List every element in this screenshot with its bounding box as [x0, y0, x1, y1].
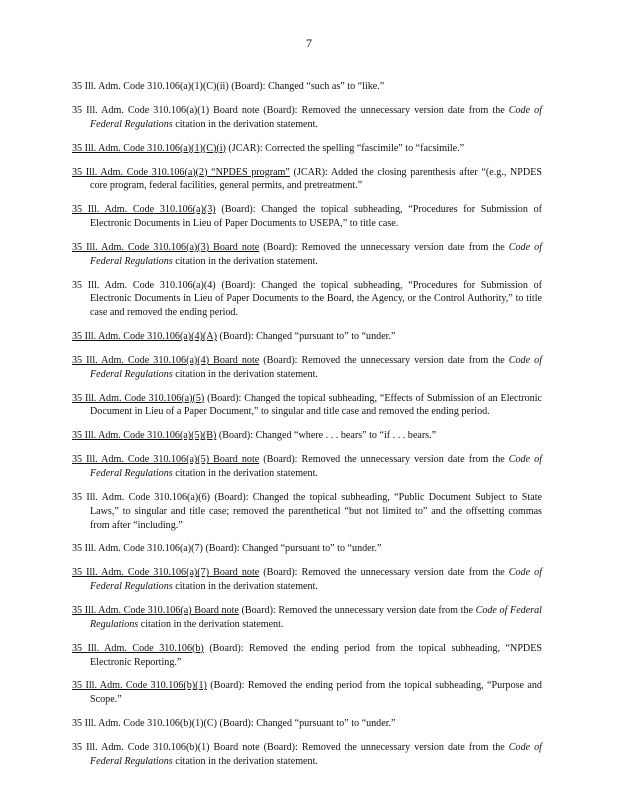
note-label: Board note [209, 741, 260, 753]
errata-entry [72, 354, 542, 382]
cfr-title: Code of Federal Regulations [90, 605, 542, 630]
cfr-title: Code of Federal Regulations [90, 104, 542, 130]
rule-citation: 35 Ill. Adm. Code 310.106(a) [72, 605, 192, 617]
errata-entry [72, 604, 542, 632]
errata-entry [72, 642, 542, 670]
cfr-title: Code of Federal Regulations [90, 241, 542, 267]
page-number: 7 [306, 36, 312, 50]
rule-citation: 35 Ill. Adm. Code 310.106(b)(1) [72, 680, 207, 692]
errata-entry [72, 491, 542, 532]
change-description: (Board): Removed the unnecessary version date from the [259, 567, 509, 579]
rule-citation: 35 Ill. Adm. Code 310.106(a)(7) [72, 567, 210, 579]
errata-entry [72, 392, 542, 420]
errata-entry [72, 330, 542, 344]
rule-citation: 35 Ill. Adm. Code 310.106(b) [72, 642, 204, 654]
note-label: Board note [209, 567, 260, 579]
cfr-title: Code of Federal Regulations [90, 741, 542, 767]
change-description: (Board): Removed the unnecessary version date from the [259, 355, 509, 366]
note-label: Board note [209, 454, 260, 466]
change-description: (Board): Changed the topical subheading, “Procedures for Submission of Electronic Documents in Lieu of Paper Documents to USEPA,” to title case. [90, 204, 543, 230]
errata-entry [72, 241, 542, 269]
rule-citation: 35 Ill. Adm. Code 310.106(a)(4) [72, 355, 210, 366]
change-description: (Board): Changed “such as” to “like.” [228, 81, 385, 93]
errata-entry [72, 717, 542, 731]
note-label: Board note [191, 605, 239, 617]
rule-citation: 35 Ill. Adm. Code 310.106(a)(7) [72, 543, 203, 555]
note-label: “NPDES program” [207, 166, 290, 178]
rule-citation: 35 Ill. Adm. Code 310.106(a)(3) [72, 204, 216, 216]
note-label: Board note [209, 104, 260, 116]
errata-entry [72, 104, 542, 132]
change-description: (Board): Removed the unnecessary version date from the [259, 104, 509, 116]
rule-citation: 35 Ill. Adm. Code 310.106(a)(5)(B) [72, 430, 217, 442]
cfr-title: Code of Federal Regulations [90, 567, 542, 593]
change-description-end: citation in the derivation statement. [172, 118, 318, 130]
errata-entry [72, 166, 542, 194]
errata-entry [72, 566, 542, 594]
change-description-end: citation in the derivation statement. [172, 581, 318, 593]
change-description-end: citation in the derivation statement. [138, 618, 284, 630]
change-description-end: citation in the derivation statement. [172, 468, 318, 480]
change-description: (Board): Removed the unnecessary version date from the [259, 454, 509, 466]
rule-citation: 35 Ill. Adm. Code 310.106(a)(4)(A) [72, 331, 217, 343]
errata-entry [72, 80, 542, 94]
rule-citation: 35 Ill. Adm. Code 310.106(a)(3) [72, 241, 210, 253]
errata-entry [72, 453, 542, 481]
change-description-end: citation in the derivation statement. [172, 368, 318, 380]
errata-entry [72, 142, 542, 156]
change-description: (Board): Removed the ending period from the topical subheading, “Purpose and Scope.” [90, 680, 542, 706]
rule-citation: 35 Ill. Adm. Code 310.106(b)(1)(C) [72, 718, 217, 730]
errata-entry [72, 279, 542, 320]
rule-citation: 35 Ill. Adm. Code 310.106(b)(1) [72, 741, 210, 753]
change-description: (Board): Removed the unnecessary version date from the [259, 741, 509, 753]
change-description: (JCAR): Corrected the spelling “fascimile” to “facsimile.” [225, 142, 465, 154]
rule-citation: 35 Ill. Adm. Code 310.106(a)(1)(C)(i) [72, 142, 226, 154]
note-label: Board note [209, 241, 260, 253]
errata-entry [72, 203, 542, 231]
rule-citation: 35 Ill. Adm. Code 310.106(a)(1) [72, 104, 210, 116]
errata-entry [72, 429, 542, 443]
rule-citation: 35 Ill. Adm. Code 310.106(a)(2) [72, 166, 208, 178]
rule-citation: 35 Ill. Adm. Code 310.106(a)(6) [72, 491, 211, 503]
change-description: (Board): Changed the topical subheading, “Effects of Submission of an Electronic Document in Lieu of a Paper Document,” to singular and title case and removed the ending period. [90, 392, 542, 418]
change-description: (Board): Removed the unnecessary version date from the [238, 605, 476, 617]
rule-citation: 35 Ill. Adm. Code 310.106(a)(5) [72, 392, 205, 404]
change-description: (Board): Changed “pursuant to” to “under.” [202, 543, 382, 555]
cfr-title: Code of Federal Regulations [90, 454, 542, 480]
cfr-title: Code of Federal Regulations [90, 355, 542, 380]
change-description: (Board): Changed the topical subheading, “Public Document Subject to State Laws,” to singular and title case; removed the parenthetical “but not limited to” and the offsetting commas from after “including.” [90, 491, 542, 531]
rule-citation: 35 Ill. Adm. Code 310.106(a)(5) [72, 454, 210, 466]
change-description: (Board): Removed the ending period from the topical subheading, “NPDES Electronic Reporting.” [90, 642, 542, 668]
rule-citation: 35 Ill. Adm. Code 310.106(a)(1)(C)(ii) [72, 81, 229, 93]
errata-entry [72, 679, 542, 707]
errata-entry [72, 741, 542, 769]
change-description: (Board): Changed the topical subheading, “Procedures for Submission of Electronic Documents in Lieu of Paper Documents to the Board, the Agency, or the Control Authority,” to title case and removed the ending period. [90, 279, 543, 319]
note-label: Board note [209, 355, 260, 366]
change-description: (Board): Removed the unnecessary version date from the [259, 241, 509, 253]
errata-list [72, 70, 542, 775]
change-description: (Board): Changed “where . . . bears” to “if . . . bears.” [216, 430, 437, 442]
change-description: (Board): Changed “pursuant to” to “under.” [216, 331, 396, 343]
change-description-end: citation in the derivation statement. [172, 755, 318, 767]
change-description-end: citation in the derivation statement. [172, 255, 318, 267]
errata-entry [72, 542, 542, 556]
change-description: (Board): Changed “pursuant to” to “under.” [216, 718, 396, 730]
rule-citation: 35 Ill. Adm. Code 310.106(a)(4) [72, 279, 216, 291]
change-description: (JCAR): Added the closing parenthesis after “(e.g., NPDES core program, federal facilities, general permits, and pretreatment.” [90, 166, 542, 192]
